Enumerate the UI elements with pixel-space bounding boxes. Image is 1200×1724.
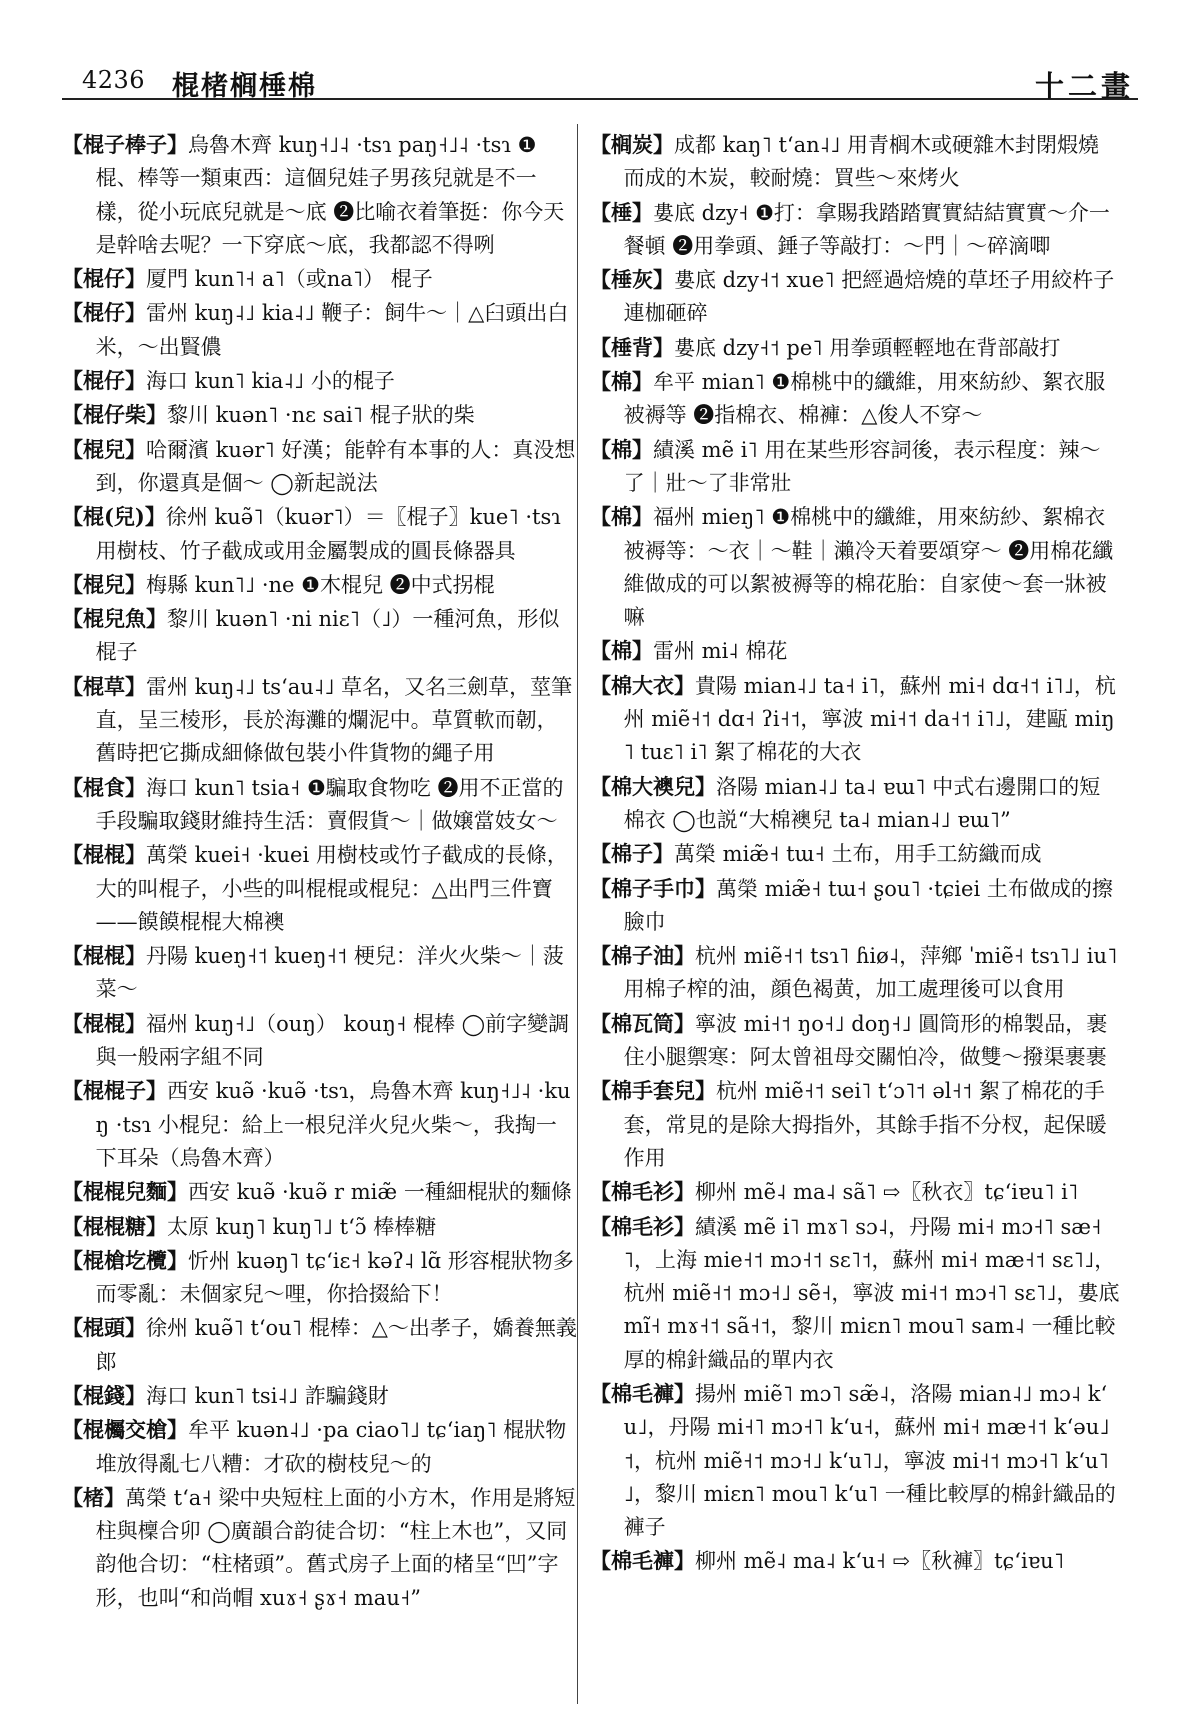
entry-definition: 婁底 dzy˧ ❶打：拿賜我踏踏實實結結實實～介一餐頓 ❷用拳頭、錘子等敲打：～門｜～碎滴唧	[623, 200, 1110, 258]
entry-headword: 【棉毛衫】	[590, 1213, 695, 1239]
dictionary-entry	[62, 1175, 577, 1209]
entry-headword: 【棍仔柴】	[62, 402, 167, 428]
dictionary-entry	[62, 500, 577, 568]
dictionary-entry	[590, 196, 1120, 264]
dictionary-entry	[590, 837, 1120, 871]
entry-headword: 【棍仔】	[62, 368, 146, 394]
entry-headword: 【棍草】	[62, 673, 146, 699]
entry-headword: 【棍錢】	[62, 1382, 146, 1408]
dictionary-entry	[590, 128, 1120, 196]
dictionary-entry	[62, 568, 577, 602]
entry-headword: 【棉瓦筒】	[590, 1010, 695, 1036]
left-column	[62, 128, 577, 1708]
dictionary-entry	[590, 365, 1120, 433]
entry-definition: 婁底 dzy˧˦ xue˥ 把經過焙燒的草坯子用絞杵子連枷砸碎	[623, 268, 1115, 326]
dictionary-entry	[590, 500, 1120, 634]
entry-headword: 【棍(兒)】	[62, 504, 166, 530]
entry-headword: 【棍頭】	[62, 1315, 146, 1341]
entry-headword: 【棍棍兒麵】	[62, 1179, 188, 1205]
entry-headword: 【楮】	[62, 1484, 125, 1510]
entry-definition: 柳州 mẽ˨ ma˨ kʻu˧ ⇨〖秋褲〗tɕʻiɐu˥	[695, 1549, 1065, 1574]
entry-definition: 績溪 mẽ i˥ mɤ˥ sɔ˨，丹陽 mi˧ mɔ˧˥ sæ˧˥，上海 mie˧˦ mɔ˧˦ sɛ˥˦，蘇州 mi˧ mæ˧˦ sɛ˥˩，杭州 miẽ˧˦ mɔ˧˩ sẽ˧，寧波 mi˧˦ mɔ˧˥ sɛ˥˩，婁底 mĩ˧ mɤ˧˦ sã˧˦，黎川 miɛn˥ mou˥ sam˨ 一種比較厚的棉針織品的單内衣	[623, 1214, 1120, 1372]
dictionary-entry	[62, 1007, 577, 1075]
entry-definition: 雷州 kuŋ˨˩ kia˨˩ 鞭子：飼牛～｜△臼頭出白米，～出賢儂	[95, 301, 569, 359]
entry-headword: 【棉】	[590, 369, 653, 395]
dictionary-entry	[62, 398, 577, 432]
dictionary-entry	[590, 1074, 1120, 1175]
dictionary-entry	[62, 670, 577, 771]
dictionary-entry	[590, 433, 1120, 501]
entry-definition: 雷州 mi˨ 棉花	[653, 639, 788, 664]
dictionary-entry	[62, 939, 577, 1007]
entry-definition: 洛陽 mian˨˩ ta˨ ɐɯ˥ 中式右邊開口的短棉衣 ◯也説“大棉襖兒 ta˨ mian˨˩ ɐɯ˥”	[623, 774, 1101, 832]
entry-headword: 【棉毛衫】	[590, 1179, 695, 1205]
dictionary-entry	[62, 364, 577, 398]
entry-headword: 【棰】	[590, 199, 653, 225]
dictionary-entry	[62, 838, 577, 939]
entry-definition: 雷州 kuŋ˨˩ tsʻau˨˩ 草名，又名三劍草，莖筆直，呈三棱形，長於海灘的爛泥中。草質軟而韌，舊時把它撕成細條做包裝小件貨物的繩子用	[95, 674, 573, 766]
entry-headword: 【棉毛褲】	[590, 1548, 695, 1574]
page-number: 4236	[82, 66, 146, 94]
entry-definition: 西安 kuə̃ ·kuə̃ r miæ̃ 一種細棍狀的麵條	[188, 1180, 572, 1205]
entry-headword: 【棉】	[590, 504, 653, 530]
entry-definition: 烏魯木齊 kuŋ˧˩˨ ·tsɿ paŋ˧˩˨ ·tsɿ ❶棍、棒等一類東西：這個兒娃子男孩兒就是不一樣，從小玩底兒就是～底 ❷比喻衣着筆挺：你今天是幹啥去呢？一下穿底～底，我都認不得咧	[95, 133, 565, 257]
entry-definition: 福州 kuŋ˧˩（ouŋ） kouŋ˧ 棍棒 ◯前字變調與一般兩字組不同	[95, 1011, 570, 1070]
entry-headword: 【棰背】	[590, 334, 674, 360]
dictionary-entry	[590, 1175, 1120, 1209]
entry-headword: 【棍棍糖】	[62, 1213, 167, 1239]
entry-headword: 【棍食】	[62, 774, 146, 800]
right-column	[590, 128, 1120, 1708]
dictionary-entry	[590, 770, 1120, 838]
entry-definition: 萬榮 kuei˧ ·kuei 用樹枝或竹子截成的長條，大的叫棍子，小些的叫棍棍或棍兒：△出門三件寶——饃饃棍棍大棉襖	[95, 843, 568, 934]
page-header	[62, 40, 1138, 103]
entry-definition: 哈爾濱 kuər˥ 好漢；能幹有本事的人：真没想到，你還真是個～ ◯新起説法	[95, 437, 576, 495]
dictionary-entry	[62, 1379, 577, 1413]
entry-definition: 黎川 kuən˥ ·ni niɛ˥（˩）一種河魚，形似棍子	[95, 607, 560, 665]
entry-definition: 牟平 kuən˨˩ ·pa ciao˥˩ tɕʻiaŋ˥ 棍狀物堆放得亂七八糟：才砍的樹枝兒～的	[95, 1418, 567, 1476]
page-head-characters: 棍楮榈棰棉	[172, 71, 317, 102]
dictionary-entry	[590, 669, 1120, 770]
column-divider	[577, 124, 578, 1704]
dictionary-entry	[590, 634, 1120, 668]
entry-headword: 【棍棍】	[62, 943, 146, 969]
entry-definition: 貴陽 mian˨˩ ta˧ i˥，蘇州 mi˧ dɑ˧˦ i˥˩，杭州 miẽ˧˦ dɑ˧ ʔi˧˦，寧波 mi˧˦ da˧˦ i˥˩，建甌 miŋ˥ tuɛ˥ i˥ 絮了棉花的大衣	[623, 673, 1116, 765]
dictionary-entry	[590, 872, 1120, 940]
entry-headword: 【棉】	[590, 436, 653, 462]
entry-definition: 梅縣 kun˥˩ ·ne ❶木棍兒 ❷中式拐棍	[146, 572, 495, 597]
entry-headword: 【棉毛褲】	[590, 1380, 695, 1406]
entry-definition: 寧波 mi˧˦ ŋo˧˩ doŋ˧˩ 圓筒形的棉製品，裹住小腿禦寒：阿太曾祖母交關怕冷，做雙～撥渠裹裹	[623, 1011, 1108, 1070]
entry-headword: 【榈炭】	[590, 132, 674, 157]
entry-definition: 婁底 dzy˧˦ pe˥ 用拳頭輕輕地在背部敲打	[674, 335, 1061, 360]
entry-definition: 忻州 kuəŋ˥ tɕʻiɛ˧ kəʔ˨ lɑ̃ 形容棍狀物多而零亂：未個家兒～哩，你拾掇給下！	[95, 1248, 574, 1307]
entry-definition: 海口 kun˥ kia˨˩ 小的棍子	[146, 369, 395, 394]
entry-definition: 厦門 kun˥˧ a˥（或na˥） 棍子	[146, 267, 433, 292]
dictionary-entry	[62, 128, 577, 262]
entry-definition: 徐州 kuə̃˥ tʻou˥ 棍棒：△～出孝子，嬌養無義郎	[95, 1316, 577, 1374]
entry-definition: 福州 mieŋ˥ ❶棉桃中的纖維，用來紡紗、絮棉衣被褥等：～衣｜～鞋｜瀨冷天着要頌穿～ ❷用棉花纖維做成的可以絮被褥等的棉花胎：自家使～套一牀被嘛	[623, 505, 1114, 630]
dictionary-entry	[62, 296, 577, 364]
entry-headword: 【棍兒】	[62, 571, 146, 597]
dictionary-entry	[590, 1544, 1120, 1578]
stroke-section-label: 十二畫	[1034, 69, 1134, 103]
entry-definition: 海口 kun˥ tsia˧ ❶騙取食物吃 ❷用不正當的手段騙取錢財維持生活：賣假貨～｜做嬢當妓女～	[95, 775, 564, 833]
dictionary-entry	[62, 1481, 577, 1615]
entry-headword: 【棍子棒子】	[62, 132, 188, 157]
entry-definition: 丹陽 kueŋ˧˦ kueŋ˧˦ 梗兒：洋火火柴～｜菠菜～	[95, 944, 564, 1002]
entry-headword: 【棍欘交槍】	[62, 1417, 188, 1443]
entry-definition: 成都 kaŋ˥ tʻan˨˩ 用青榈木或硬雜木封閉煆燒而成的木炭，較耐燒：買些～來烤火	[623, 133, 1100, 191]
dictionary-entry	[590, 1377, 1120, 1544]
dictionary-entry	[62, 1074, 577, 1175]
entry-headword: 【棉子】	[590, 841, 674, 867]
entry-headword: 【棍棍】	[62, 842, 146, 868]
entry-headword: 【棍棍子】	[62, 1078, 167, 1104]
entry-headword: 【棍兒魚】	[62, 606, 167, 632]
entry-headword: 【棍槍圪欖】	[62, 1247, 188, 1273]
entry-headword: 【棍仔】	[62, 300, 146, 326]
dictionary-entry	[62, 1311, 577, 1379]
dictionary-entry	[590, 263, 1120, 331]
dictionary-entry	[62, 262, 577, 296]
entry-headword: 【棍仔】	[62, 266, 146, 292]
dictionary-entry	[62, 433, 577, 501]
dictionary-entry	[62, 1210, 577, 1244]
entry-definition: 徐州 kuə̃˥（kuər˥）＝〖棍子〗kue˥ ·tsɿ 用樹枝、竹子截成或用金屬製成的圓長條器具	[95, 505, 561, 563]
entry-definition: 杭州 miẽ˧˦ sei˥ tʻɔ˥˦ əl˧˦ 絮了棉花的手套，常見的是除大拇指外，其餘手指不分杈，起保暖作用	[623, 1079, 1107, 1170]
entry-definition: 績溪 mẽ i˥ 用在某些形容詞後，表示程度：辣～了｜壯～了非常壯	[623, 437, 1101, 495]
entry-definition: 西安 kuə̃ ·kuə̃ ·tsɿ，烏魯木齊 kuŋ˧˩˨ ·kuŋ ·tsɿ 小棍兒：給上一根兒洋火兒火柴～，我掏一下耳朵（烏魯木齊）	[95, 1079, 571, 1170]
entry-definition: 萬榮 tʻa˧ 梁中央短柱上面的小方木，作用是將短柱與檁合卯 ◯廣韻合韵徒合切：“柱上木也”，又同韵他合切：“柱楮頭”。舊式房子上面的楮呈“凹”字形，也叫“和尚帽 xuɤ˧ ʂɤ˧ mau˧”	[95, 1485, 576, 1610]
entry-headword: 【棰灰】	[590, 267, 674, 293]
dictionary-entry	[590, 331, 1120, 365]
dictionary-entry	[590, 1210, 1120, 1377]
entry-definition: 柳州 mẽ˨ ma˨ sã˥ ⇨〖秋衣〗tɕʻiɐu˥ i˥	[695, 1180, 1079, 1205]
entry-headword: 【棉】	[590, 638, 653, 664]
dictionary-entry	[62, 1413, 577, 1481]
entry-headword: 【棉子手巾】	[590, 875, 716, 901]
entry-headword: 【棉大衣】	[590, 672, 695, 698]
entry-headword: 【棍兒】	[62, 436, 146, 462]
entry-definition: 太原 kuŋ˥ kuŋ˥˩ tʻɔ̃ 棒棒糖	[167, 1214, 437, 1239]
dictionary-entry	[590, 1007, 1120, 1075]
entry-headword: 【棉大襖兒】	[590, 773, 716, 799]
entry-definition: 杭州 miẽ˧˦ tsɿ˥ ɦiø˨，萍鄉 ˈmiẽ˧ tsɿ˥˩ iu˥ 用棉子榨的油，顔色褐黄，加工處理後可以食用	[623, 944, 1118, 1002]
dictionary-entry	[590, 939, 1120, 1007]
entry-headword: 【棉手套兒】	[590, 1078, 716, 1104]
entry-definition: 萬榮 miæ̃˧ tɯ˧ 土布，用手工紡織而成	[674, 842, 1042, 867]
dictionary-entry	[62, 1244, 577, 1312]
dictionary-entry	[62, 771, 577, 839]
entry-definition: 海口 kun˥ tsi˨˩ 詐騙錢財	[146, 1383, 389, 1408]
dictionary-entry	[62, 602, 577, 670]
entry-definition: 揚州 miẽ˥ mɔ˥ sæ̃˨，洛陽 mian˨˩ mɔ˨ kʻu˩，丹陽 mi˧˥ mɔ˧˥ kʻu˧，蘇州 mi˧ mæ˧˦ kʻəu˩˦，杭州 miẽ˧˦ mɔ˧˩ kʻu˥˩，寧波 mi˧˦ mɔ˧˥ kʻu˥˩，黎川 miɛn˥ mou˥ kʻu˥ 一種比較厚的棉針織品的褲子	[623, 1381, 1116, 1540]
entry-headword: 【棉子油】	[590, 943, 695, 969]
entry-definition: 黎川 kuən˥ ·nɛ sai˥ 棍子狀的柴	[167, 403, 475, 428]
entry-definition: 萬榮 miæ̃˧ tɯ˧ ʂou˥ ·tɕiei 土布做成的擦臉巾	[623, 876, 1113, 934]
entry-definition: 牟平 mian˥ ❶棉桃中的纖維，用來紡紗、絮衣服被褥等 ❷指棉衣、棉褲：△俊人不穿～	[623, 370, 1106, 428]
entry-headword: 【棍棍】	[62, 1010, 146, 1036]
